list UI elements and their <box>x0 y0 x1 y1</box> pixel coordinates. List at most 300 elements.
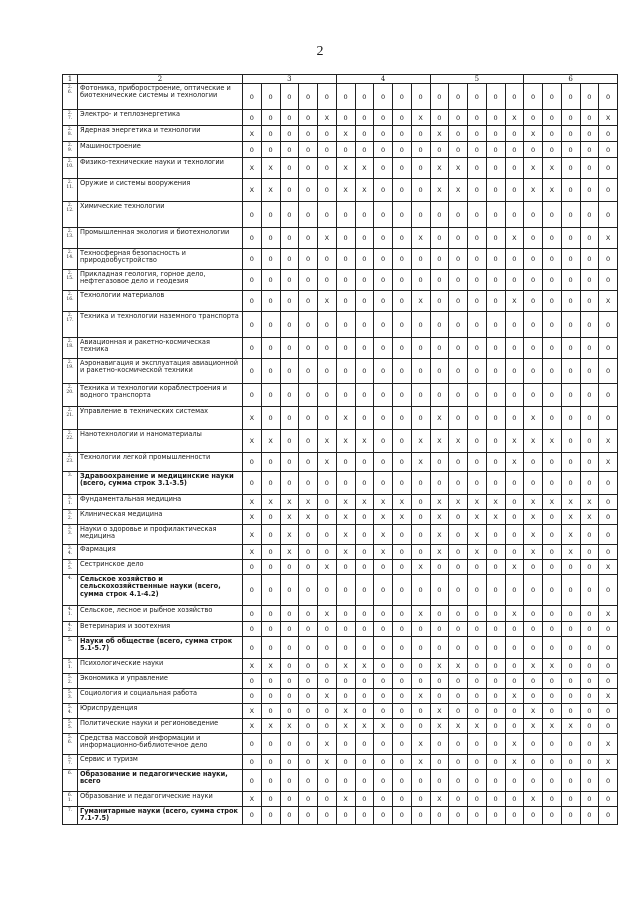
value-cell: 0 <box>355 510 374 525</box>
value-cell: 0 <box>318 359 337 384</box>
value-cell: 0 <box>393 637 412 659</box>
row-code-cell: 2. 21. <box>63 407 78 430</box>
value-cell: X <box>374 525 393 545</box>
value-cell: X <box>599 110 618 126</box>
value-cell: 0 <box>505 807 524 825</box>
value-cell: 0 <box>355 84 374 110</box>
value-cell: 0 <box>468 430 487 453</box>
value-cell: 0 <box>468 575 487 606</box>
value-cell: 0 <box>599 704 618 719</box>
value-cell: 0 <box>580 792 599 807</box>
value-cell: 0 <box>561 606 580 622</box>
value-cell: 0 <box>374 807 393 825</box>
value-cell: X <box>318 110 337 126</box>
value-cell: 0 <box>411 622 430 637</box>
value-cell: 0 <box>561 770 580 792</box>
value-cell: 0 <box>355 384 374 407</box>
value-cell: 0 <box>336 338 355 359</box>
value-cell: 0 <box>411 202 430 228</box>
value-cell: 0 <box>318 510 337 525</box>
value-cell: 0 <box>318 472 337 495</box>
value-cell: 0 <box>393 249 412 270</box>
value-cell: X <box>524 719 543 734</box>
value-cell: 0 <box>505 179 524 202</box>
table-row <box>63 453 618 472</box>
value-cell: 0 <box>374 792 393 807</box>
value-cell: 0 <box>280 270 299 291</box>
value-cell: 0 <box>561 142 580 158</box>
value-cell: 0 <box>449 359 468 384</box>
value-cell: 0 <box>486 719 505 734</box>
value-cell: 0 <box>355 338 374 359</box>
value-cell: 0 <box>280 755 299 770</box>
value-cell: 0 <box>505 770 524 792</box>
value-cell: 0 <box>599 575 618 606</box>
row-code-cell: 3. <box>63 472 78 495</box>
value-cell: 0 <box>468 312 487 338</box>
value-cell: 0 <box>524 142 543 158</box>
value-cell: X <box>430 158 449 179</box>
value-cell: 0 <box>486 202 505 228</box>
value-cell: 0 <box>599 792 618 807</box>
row-code-cell: 5. 6. <box>63 734 78 755</box>
value-cell: 0 <box>393 270 412 291</box>
value-cell: 0 <box>561 179 580 202</box>
value-cell: 0 <box>430 338 449 359</box>
value-cell: 0 <box>393 525 412 545</box>
value-cell: 0 <box>261 770 280 792</box>
value-cell: 0 <box>393 472 412 495</box>
value-cell: 0 <box>299 472 318 495</box>
value-cell: 0 <box>318 142 337 158</box>
value-cell: 0 <box>599 510 618 525</box>
value-cell: 0 <box>449 807 468 825</box>
value-cell: 0 <box>580 719 599 734</box>
value-cell: 0 <box>280 249 299 270</box>
row-name-cell: Техносферная безопасность и природообустройство <box>78 249 243 270</box>
value-cell: 0 <box>393 807 412 825</box>
table-row <box>63 770 618 792</box>
value-cell: 0 <box>318 637 337 659</box>
value-cell: 0 <box>355 359 374 384</box>
value-cell: 0 <box>261 545 280 560</box>
value-cell: X <box>524 792 543 807</box>
value-cell: X <box>430 545 449 560</box>
value-cell: 0 <box>336 228 355 249</box>
value-cell: 0 <box>468 110 487 126</box>
row-code-cell: 5. 7. <box>63 755 78 770</box>
value-cell: 0 <box>543 689 562 704</box>
value-cell: X <box>543 719 562 734</box>
value-cell: 0 <box>393 689 412 704</box>
value-cell: 0 <box>318 384 337 407</box>
row-name-cell: Политические науки и регионоведение <box>78 719 243 734</box>
value-cell: X <box>430 704 449 719</box>
value-cell: 0 <box>505 510 524 525</box>
value-cell: 0 <box>599 249 618 270</box>
row-name-cell: Нанотехнологии и наноматериалы <box>78 430 243 453</box>
value-cell: X <box>374 510 393 525</box>
value-cell: X <box>243 545 262 560</box>
value-cell: 0 <box>318 495 337 510</box>
value-cell: X <box>561 510 580 525</box>
value-cell: X <box>449 430 468 453</box>
value-cell: 0 <box>318 704 337 719</box>
value-cell: 0 <box>374 338 393 359</box>
value-cell: 0 <box>355 270 374 291</box>
value-cell: 0 <box>524 575 543 606</box>
page-number: 2 <box>316 44 324 59</box>
value-cell: 0 <box>543 249 562 270</box>
value-cell: 0 <box>449 142 468 158</box>
value-cell: 0 <box>505 270 524 291</box>
value-cell: 0 <box>524 84 543 110</box>
value-cell: 0 <box>486 430 505 453</box>
value-cell: X <box>524 704 543 719</box>
row-name-cell: Здравоохранение и медицинские науки (всего, сумма строк 3.1-3.5) <box>78 472 243 495</box>
value-cell: 0 <box>543 291 562 312</box>
row-name-cell: Технологии легкой промышленности <box>78 453 243 472</box>
row-name-cell: Техника и технологии наземного транспорта <box>78 312 243 338</box>
table-row <box>63 430 618 453</box>
value-cell: X <box>524 158 543 179</box>
value-cell: 0 <box>411 158 430 179</box>
value-cell: 0 <box>524 249 543 270</box>
row-code-cell: 5. 5. <box>63 719 78 734</box>
value-cell: 0 <box>299 384 318 407</box>
row-name-cell: Авиационная и ракетно-космическая техника <box>78 338 243 359</box>
table-row <box>63 545 618 560</box>
table-row <box>63 359 618 384</box>
value-cell: 0 <box>336 202 355 228</box>
value-cell: X <box>411 110 430 126</box>
value-cell: 0 <box>599 807 618 825</box>
value-cell: X <box>543 179 562 202</box>
value-cell: 0 <box>449 606 468 622</box>
value-cell: 0 <box>355 228 374 249</box>
value-cell: X <box>411 228 430 249</box>
table-row <box>63 575 618 606</box>
value-cell: 0 <box>393 606 412 622</box>
value-cell: 0 <box>561 110 580 126</box>
value-cell: 0 <box>468 270 487 291</box>
value-cell: X <box>336 510 355 525</box>
value-cell: X <box>261 430 280 453</box>
row-name-cell: Клиническая медицина <box>78 510 243 525</box>
value-cell: 0 <box>449 312 468 338</box>
value-cell: 0 <box>280 312 299 338</box>
value-cell: X <box>411 453 430 472</box>
value-cell: 0 <box>524 359 543 384</box>
value-cell: 0 <box>355 704 374 719</box>
value-cell: 0 <box>468 472 487 495</box>
value-cell: X <box>336 430 355 453</box>
value-cell: 0 <box>336 359 355 384</box>
value-cell: 0 <box>336 807 355 825</box>
value-cell: X <box>318 606 337 622</box>
value-cell: 0 <box>243 453 262 472</box>
value-cell: 0 <box>299 249 318 270</box>
value-cell: X <box>580 495 599 510</box>
value-cell: 0 <box>449 384 468 407</box>
value-cell: 0 <box>599 126 618 142</box>
row-code-cell: 2. 20. <box>63 384 78 407</box>
value-cell: X <box>318 734 337 755</box>
value-cell: 0 <box>580 560 599 575</box>
value-cell: 0 <box>543 622 562 637</box>
value-cell: 0 <box>468 622 487 637</box>
value-cell: 0 <box>393 291 412 312</box>
value-cell: 0 <box>505 158 524 179</box>
value-cell: 0 <box>261 110 280 126</box>
table-row <box>63 807 618 825</box>
value-cell: X <box>336 792 355 807</box>
value-cell: 0 <box>393 179 412 202</box>
value-cell: X <box>505 560 524 575</box>
value-cell: 0 <box>486 179 505 202</box>
value-cell: 0 <box>318 659 337 674</box>
row-name-cell: Управление в технических системах <box>78 407 243 430</box>
value-cell: 0 <box>430 312 449 338</box>
value-cell: 0 <box>374 179 393 202</box>
value-cell: 0 <box>468 704 487 719</box>
value-cell: X <box>561 525 580 545</box>
value-cell: 0 <box>449 689 468 704</box>
row-name-cell: Оружие и системы вооружения <box>78 179 243 202</box>
value-cell: X <box>336 545 355 560</box>
value-cell: 0 <box>299 228 318 249</box>
value-cell: 0 <box>449 407 468 430</box>
value-cell: 0 <box>599 312 618 338</box>
row-code-cell: 3. 4. <box>63 545 78 560</box>
value-cell: X <box>430 792 449 807</box>
value-cell: 0 <box>336 84 355 110</box>
value-cell: 0 <box>524 110 543 126</box>
value-cell: X <box>430 179 449 202</box>
value-cell: 0 <box>374 126 393 142</box>
value-cell: 0 <box>430 453 449 472</box>
value-cell: 0 <box>580 270 599 291</box>
value-cell: 0 <box>486 545 505 560</box>
value-cell: X <box>243 792 262 807</box>
value-cell: X <box>430 525 449 545</box>
table-row <box>63 719 618 734</box>
value-cell: 0 <box>505 622 524 637</box>
value-cell: 0 <box>374 312 393 338</box>
value-cell: 0 <box>393 384 412 407</box>
table-row <box>63 270 618 291</box>
table-row <box>63 472 618 495</box>
value-cell: X <box>243 719 262 734</box>
row-name-cell: Психологические науки <box>78 659 243 674</box>
value-cell: X <box>261 179 280 202</box>
value-cell: X <box>411 560 430 575</box>
value-cell: 0 <box>524 734 543 755</box>
value-cell: 0 <box>580 637 599 659</box>
value-cell: 0 <box>505 637 524 659</box>
value-cell: 0 <box>261 606 280 622</box>
value-cell: 0 <box>524 338 543 359</box>
value-cell: 0 <box>468 84 487 110</box>
value-cell: 0 <box>468 407 487 430</box>
value-cell: 0 <box>261 807 280 825</box>
value-cell: 0 <box>280 384 299 407</box>
value-cell: 0 <box>393 202 412 228</box>
value-cell: 0 <box>580 525 599 545</box>
value-cell: 0 <box>599 674 618 689</box>
table-row <box>63 202 618 228</box>
value-cell: 0 <box>299 674 318 689</box>
value-cell: 0 <box>355 291 374 312</box>
value-cell: 0 <box>449 792 468 807</box>
table-row <box>63 142 618 158</box>
row-name-cell: Социология и социальная работа <box>78 689 243 704</box>
value-cell: 0 <box>580 249 599 270</box>
value-cell: 0 <box>299 575 318 606</box>
row-name-cell: Машиностроение <box>78 142 243 158</box>
value-cell: 0 <box>430 291 449 312</box>
value-cell: 0 <box>393 792 412 807</box>
value-cell: 0 <box>580 770 599 792</box>
value-cell: 0 <box>430 472 449 495</box>
value-cell: 0 <box>449 674 468 689</box>
value-cell: 0 <box>355 472 374 495</box>
value-cell: 0 <box>561 755 580 770</box>
row-code-cell: 4. 2. <box>63 622 78 637</box>
value-cell: 0 <box>505 126 524 142</box>
value-cell: 0 <box>318 792 337 807</box>
value-cell: 0 <box>580 734 599 755</box>
value-cell: 0 <box>280 792 299 807</box>
value-cell: 0 <box>336 770 355 792</box>
value-cell: 0 <box>561 560 580 575</box>
value-cell: X <box>336 158 355 179</box>
value-cell: X <box>505 689 524 704</box>
value-cell: 0 <box>374 249 393 270</box>
data-table <box>62 74 618 825</box>
value-cell: 0 <box>393 312 412 338</box>
row-code-cell: 5. 1. <box>63 659 78 674</box>
value-cell: 0 <box>486 453 505 472</box>
value-cell: 0 <box>561 407 580 430</box>
value-cell: 0 <box>336 270 355 291</box>
value-cell: 0 <box>336 249 355 270</box>
value-cell: 0 <box>299 807 318 825</box>
header-cell-group-4: 4 <box>336 75 430 84</box>
value-cell: 0 <box>280 659 299 674</box>
value-cell: X <box>336 659 355 674</box>
value-cell: 0 <box>543 606 562 622</box>
value-cell: 0 <box>243 560 262 575</box>
value-cell: X <box>524 430 543 453</box>
value-cell: 0 <box>580 142 599 158</box>
value-cell: 0 <box>374 202 393 228</box>
row-name-cell: Аэронавигация и эксплуатация авиационной и ракетно-космической техники <box>78 359 243 384</box>
value-cell: X <box>430 510 449 525</box>
data-table-container <box>62 74 617 825</box>
value-cell: 0 <box>599 179 618 202</box>
value-cell: 0 <box>580 407 599 430</box>
value-cell: X <box>505 606 524 622</box>
value-cell: X <box>505 110 524 126</box>
value-cell: 0 <box>280 472 299 495</box>
value-cell: 0 <box>355 770 374 792</box>
value-cell: 0 <box>280 453 299 472</box>
value-cell: X <box>430 430 449 453</box>
value-cell: 0 <box>486 359 505 384</box>
value-cell: 0 <box>543 575 562 606</box>
value-cell: 0 <box>486 606 505 622</box>
row-code-cell: 5. 4. <box>63 704 78 719</box>
value-cell: 0 <box>580 606 599 622</box>
value-cell: X <box>299 510 318 525</box>
value-cell: 0 <box>299 126 318 142</box>
value-cell: X <box>261 719 280 734</box>
value-cell: 0 <box>449 202 468 228</box>
value-cell: 0 <box>299 770 318 792</box>
value-cell: 0 <box>468 202 487 228</box>
value-cell: 0 <box>505 384 524 407</box>
value-cell: X <box>524 126 543 142</box>
value-cell: 0 <box>411 659 430 674</box>
value-cell: 0 <box>318 525 337 545</box>
row-code-cell: 2. 14. <box>63 249 78 270</box>
value-cell: 0 <box>580 359 599 384</box>
value-cell: 0 <box>449 560 468 575</box>
value-cell: 0 <box>355 575 374 606</box>
value-cell: 0 <box>261 291 280 312</box>
value-cell: X <box>355 495 374 510</box>
row-code-cell: 5. 2. <box>63 674 78 689</box>
value-cell: 0 <box>599 659 618 674</box>
value-cell: X <box>318 453 337 472</box>
value-cell: 0 <box>280 674 299 689</box>
value-cell: 0 <box>505 249 524 270</box>
value-cell: 0 <box>261 407 280 430</box>
value-cell: X <box>318 755 337 770</box>
value-cell: 0 <box>280 807 299 825</box>
value-cell: 0 <box>505 495 524 510</box>
value-cell: 0 <box>243 228 262 249</box>
row-code-cell: 5. <box>63 637 78 659</box>
value-cell: X <box>280 510 299 525</box>
value-cell: 0 <box>318 202 337 228</box>
value-cell: 0 <box>543 84 562 110</box>
value-cell: X <box>486 495 505 510</box>
value-cell: 0 <box>430 142 449 158</box>
value-cell: 0 <box>580 472 599 495</box>
value-cell: 0 <box>468 606 487 622</box>
value-cell: X <box>243 430 262 453</box>
value-cell: 0 <box>336 453 355 472</box>
value-cell: 0 <box>243 472 262 495</box>
value-cell: 0 <box>468 158 487 179</box>
value-cell: 0 <box>243 249 262 270</box>
value-cell: 0 <box>486 659 505 674</box>
value-cell: 0 <box>505 545 524 560</box>
value-cell: X <box>318 689 337 704</box>
value-cell: 0 <box>280 179 299 202</box>
value-cell: 0 <box>486 338 505 359</box>
table-row <box>63 407 618 430</box>
value-cell: 0 <box>318 158 337 179</box>
value-cell: 0 <box>468 338 487 359</box>
value-cell: 0 <box>580 689 599 704</box>
value-cell: 0 <box>355 606 374 622</box>
value-cell: 0 <box>393 770 412 792</box>
value-cell: 0 <box>299 84 318 110</box>
value-cell: 0 <box>355 792 374 807</box>
